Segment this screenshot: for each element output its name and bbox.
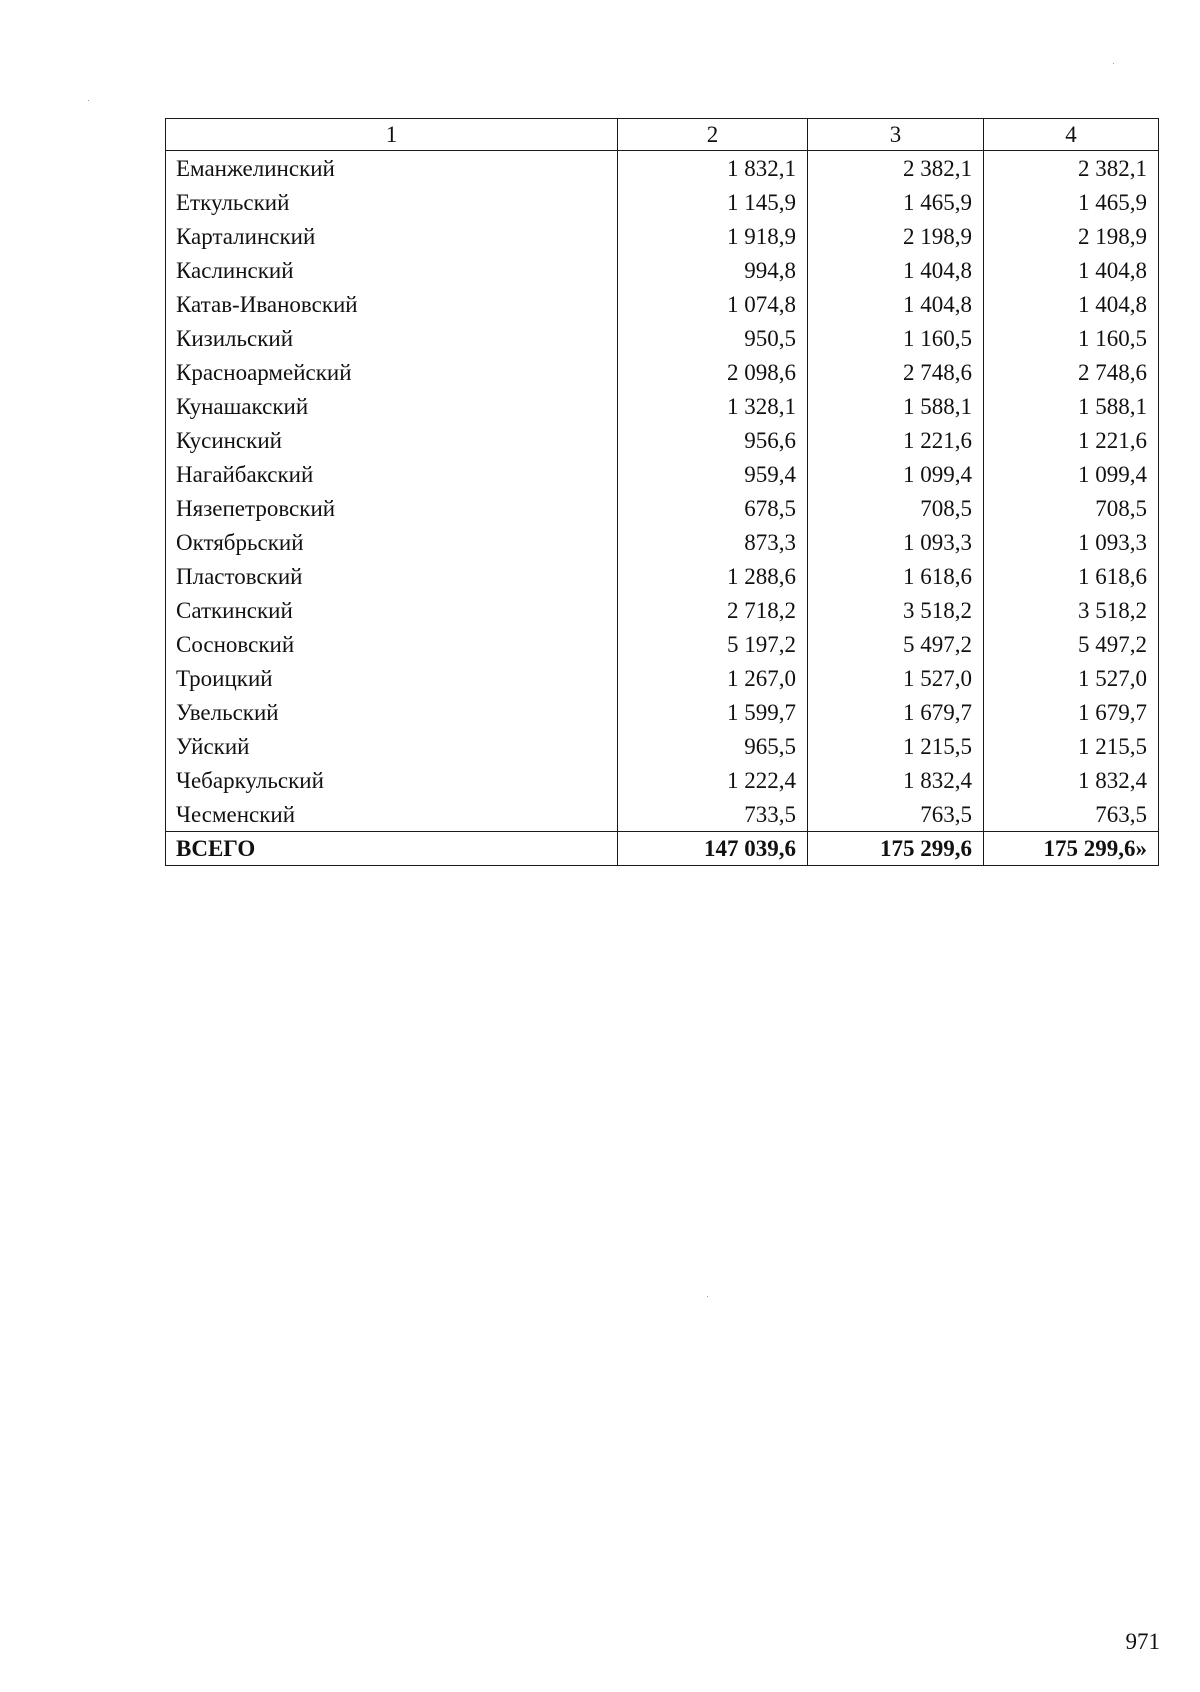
district-name: Еманжелинский bbox=[166, 151, 618, 186]
total-value-col3: 175 299,6 bbox=[808, 832, 984, 866]
table-row bbox=[166, 423, 1159, 457]
value-col2: 1 288,6 bbox=[618, 559, 808, 593]
table-row bbox=[166, 593, 1159, 627]
value-col3: 1 160,5 bbox=[808, 321, 984, 355]
value-col3: 2 748,6 bbox=[808, 355, 984, 389]
scan-speck bbox=[1113, 63, 1114, 64]
district-name: Чебаркульский bbox=[166, 763, 618, 797]
page-number: 971 bbox=[1125, 1629, 1160, 1654]
value-col4: 1 618,6 bbox=[984, 559, 1159, 593]
column-header-4: 4 bbox=[984, 119, 1159, 151]
value-col3: 3 518,2 bbox=[808, 593, 984, 627]
district-name: Нязепетровский bbox=[166, 491, 618, 525]
value-col3: 2 382,1 bbox=[808, 151, 984, 186]
value-col4: 1 221,6 bbox=[984, 423, 1159, 457]
table-row bbox=[166, 661, 1159, 695]
value-col3: 1 618,6 bbox=[808, 559, 984, 593]
district-name: Октябрьский bbox=[166, 525, 618, 559]
value-col2: 956,6 bbox=[618, 423, 808, 457]
table-row bbox=[166, 797, 1159, 832]
value-col2: 2 098,6 bbox=[618, 355, 808, 389]
value-col2: 1 599,7 bbox=[618, 695, 808, 729]
data-table bbox=[165, 118, 1159, 866]
district-name: Уйский bbox=[166, 729, 618, 763]
value-col4: 1 465,9 bbox=[984, 185, 1159, 219]
value-col3: 2 198,9 bbox=[808, 219, 984, 253]
value-col3: 5 497,2 bbox=[808, 627, 984, 661]
scan-speck bbox=[707, 1296, 708, 1297]
table-row bbox=[166, 627, 1159, 661]
value-col2: 994,8 bbox=[618, 253, 808, 287]
value-col4: 2 382,1 bbox=[984, 151, 1159, 186]
total-value-col2: 147 039,6 bbox=[618, 832, 808, 866]
value-col3: 1 527,0 bbox=[808, 661, 984, 695]
table-row bbox=[166, 355, 1159, 389]
value-col2: 1 328,1 bbox=[618, 389, 808, 423]
table-row bbox=[166, 457, 1159, 491]
value-col3: 708,5 bbox=[808, 491, 984, 525]
value-col2: 1 918,9 bbox=[618, 219, 808, 253]
district-name: Красноармейский bbox=[166, 355, 618, 389]
table-row bbox=[166, 525, 1159, 559]
value-col2: 2 718,2 bbox=[618, 593, 808, 627]
district-name: Пластовский bbox=[166, 559, 618, 593]
table-row bbox=[166, 253, 1159, 287]
total-value-col4: 175 299,6» bbox=[984, 832, 1159, 866]
value-col4: 1 832,4 bbox=[984, 763, 1159, 797]
district-name: Чесменский bbox=[166, 797, 618, 832]
column-header-3: 3 bbox=[808, 119, 984, 151]
table-row bbox=[166, 151, 1159, 186]
value-col2: 5 197,2 bbox=[618, 627, 808, 661]
value-col2: 1 074,8 bbox=[618, 287, 808, 321]
total-label: ВСЕГО bbox=[166, 832, 618, 866]
value-col2: 959,4 bbox=[618, 457, 808, 491]
district-name: Увельский bbox=[166, 695, 618, 729]
value-col4: 1 215,5 bbox=[984, 729, 1159, 763]
value-col2: 1 145,9 bbox=[618, 185, 808, 219]
value-col4: 1 160,5 bbox=[984, 321, 1159, 355]
district-name: Кусинский bbox=[166, 423, 618, 457]
district-name: Еткульский bbox=[166, 185, 618, 219]
value-col3: 1 221,6 bbox=[808, 423, 984, 457]
value-col4: 1 679,7 bbox=[984, 695, 1159, 729]
value-col4: 2 198,9 bbox=[984, 219, 1159, 253]
value-col4: 1 404,8 bbox=[984, 287, 1159, 321]
value-col4: 5 497,2 bbox=[984, 627, 1159, 661]
district-name: Сосновский bbox=[166, 627, 618, 661]
district-name: Нагайбакский bbox=[166, 457, 618, 491]
column-header-2: 2 bbox=[618, 119, 808, 151]
value-col3: 763,5 bbox=[808, 797, 984, 832]
value-col4: 708,5 bbox=[984, 491, 1159, 525]
table-row bbox=[166, 763, 1159, 797]
header-row bbox=[166, 119, 1159, 151]
district-name: Катав-Ивановский bbox=[166, 287, 618, 321]
value-col4: 3 518,2 bbox=[984, 593, 1159, 627]
table-row bbox=[166, 729, 1159, 763]
district-name: Троицкий bbox=[166, 661, 618, 695]
value-col2: 965,5 bbox=[618, 729, 808, 763]
value-col3: 1 404,8 bbox=[808, 287, 984, 321]
district-name: Кизильский bbox=[166, 321, 618, 355]
value-col4: 2 748,6 bbox=[984, 355, 1159, 389]
value-col2: 1 267,0 bbox=[618, 661, 808, 695]
district-name: Кунашакский bbox=[166, 389, 618, 423]
value-col4: 1 527,0 bbox=[984, 661, 1159, 695]
value-col3: 1 465,9 bbox=[808, 185, 984, 219]
value-col2: 950,5 bbox=[618, 321, 808, 355]
total-row bbox=[166, 832, 1159, 866]
table-row bbox=[166, 321, 1159, 355]
value-col3: 1 215,5 bbox=[808, 729, 984, 763]
table-row bbox=[166, 219, 1159, 253]
value-col3: 1 093,3 bbox=[808, 525, 984, 559]
table-row bbox=[166, 559, 1159, 593]
scan-speck bbox=[88, 100, 89, 101]
value-col3: 1 099,4 bbox=[808, 457, 984, 491]
value-col4: 1 093,3 bbox=[984, 525, 1159, 559]
table-body bbox=[166, 151, 1159, 866]
district-name: Каслинский bbox=[166, 253, 618, 287]
value-col3: 1 679,7 bbox=[808, 695, 984, 729]
value-col4: 1 404,8 bbox=[984, 253, 1159, 287]
table-row bbox=[166, 185, 1159, 219]
value-col2: 733,5 bbox=[618, 797, 808, 832]
table-row bbox=[166, 695, 1159, 729]
district-name: Карталинский bbox=[166, 219, 618, 253]
value-col3: 1 404,8 bbox=[808, 253, 984, 287]
district-name: Саткинский bbox=[166, 593, 618, 627]
value-col2: 1 222,4 bbox=[618, 763, 808, 797]
value-col4: 1 588,1 bbox=[984, 389, 1159, 423]
column-header-1: 1 bbox=[166, 119, 618, 151]
table-row bbox=[166, 491, 1159, 525]
value-col3: 1 832,4 bbox=[808, 763, 984, 797]
value-col2: 678,5 bbox=[618, 491, 808, 525]
value-col4: 1 099,4 bbox=[984, 457, 1159, 491]
value-col3: 1 588,1 bbox=[808, 389, 984, 423]
table-row bbox=[166, 389, 1159, 423]
value-col2: 1 832,1 bbox=[618, 151, 808, 186]
table-row bbox=[166, 287, 1159, 321]
value-col2: 873,3 bbox=[618, 525, 808, 559]
value-col4: 763,5 bbox=[984, 797, 1159, 832]
